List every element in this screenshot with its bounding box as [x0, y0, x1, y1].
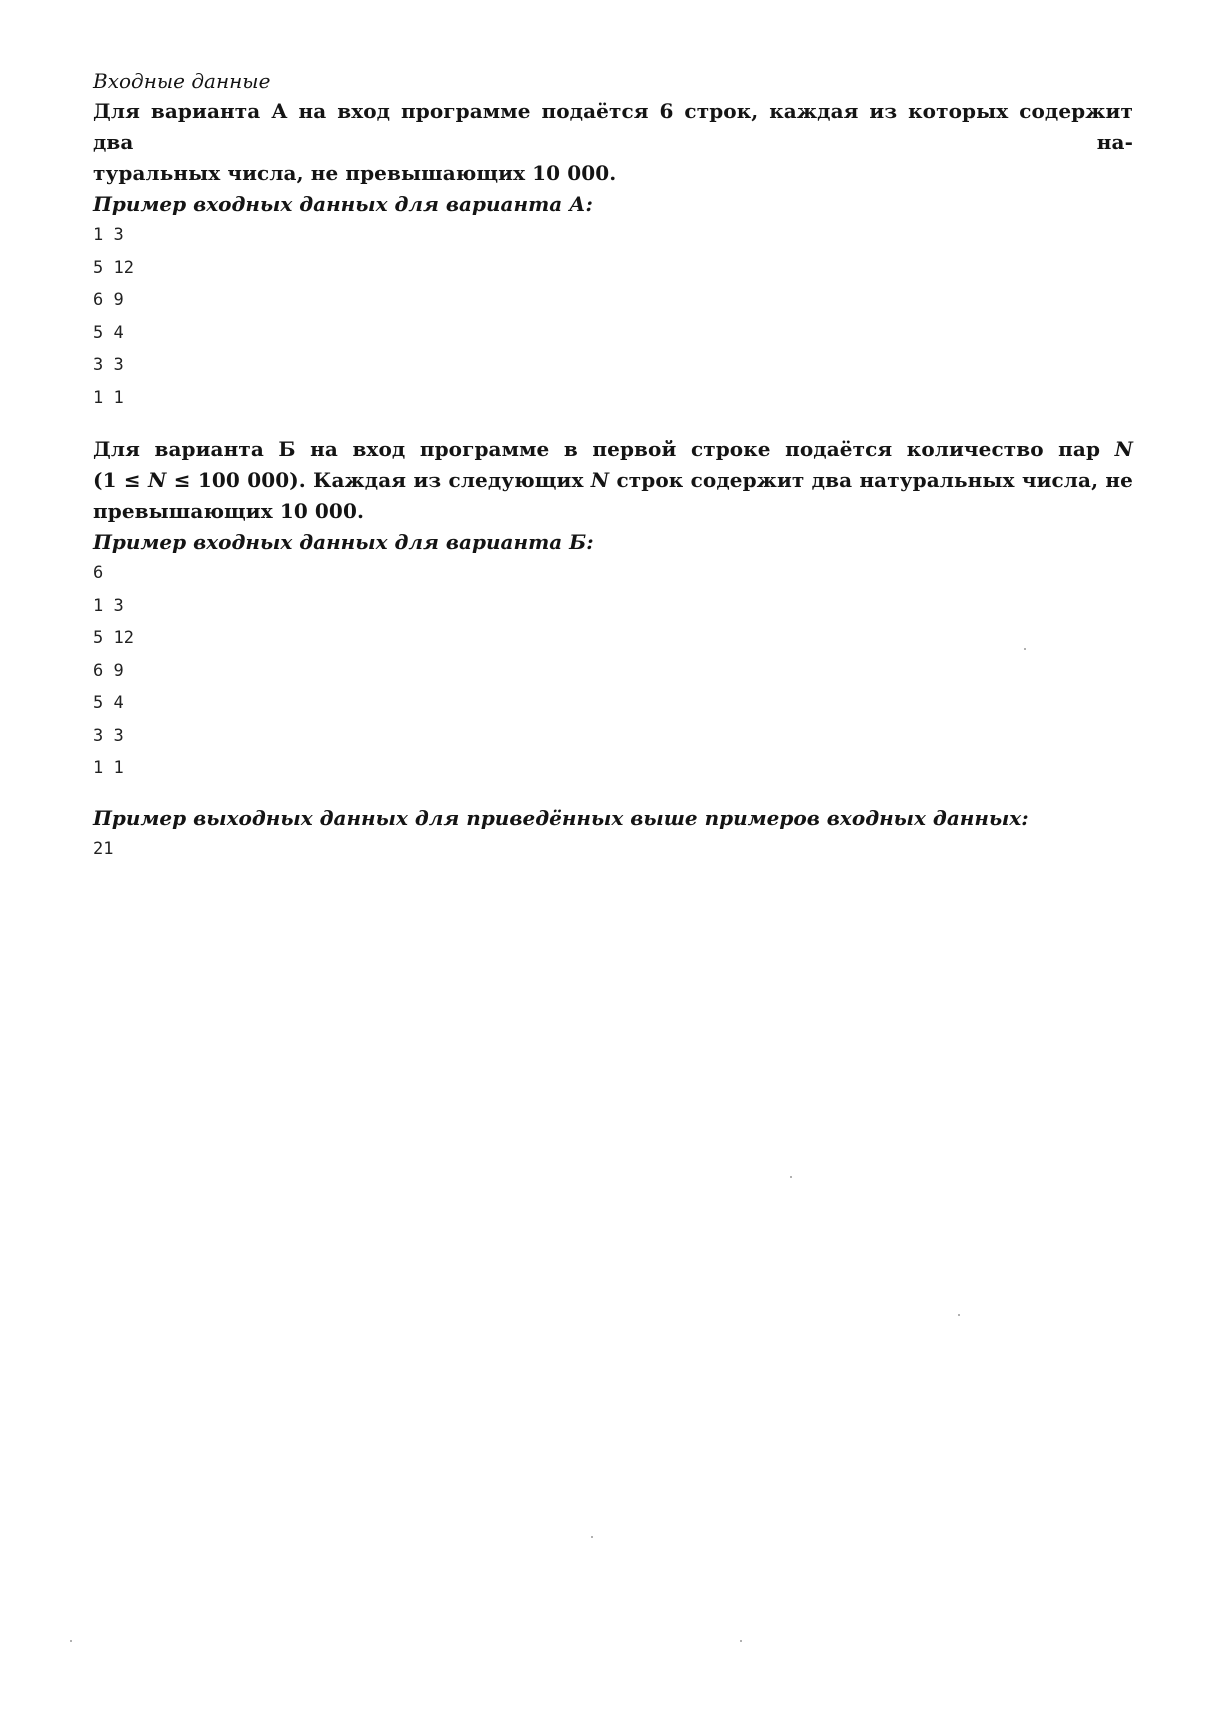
variable-n: N: [590, 468, 610, 492]
variant-a-description: [93, 96, 1133, 189]
variant-b-text-line1: [93, 434, 1133, 465]
variant-b-description: [93, 434, 1133, 527]
code-line: 6: [93, 563, 104, 583]
variant-b-line1-text: Для варианта Б на вход программе в первой строке подаётся количество пар: [93, 437, 1101, 461]
scan-speck: [70, 1640, 72, 1642]
output-example: [93, 833, 1133, 866]
scan-speck: [740, 1640, 742, 1642]
code-line: 5 4: [93, 322, 124, 343]
variant-b-text-line3: превышающих 10 000.: [93, 499, 365, 523]
code-line: 6 9: [93, 660, 124, 681]
variable-n: N: [148, 468, 167, 492]
variant-b-line2-part2: ≤ 100 000). Каждая из следующих: [173, 468, 584, 492]
code-line: 3 3: [93, 355, 124, 375]
variant-b-line2-part3: строк содержит два натуральных числа, не: [616, 468, 1133, 492]
code-line: 1 3: [93, 225, 124, 245]
variant-b-example-input: [93, 557, 1133, 785]
section-title: Входные данные: [93, 69, 271, 93]
code-line: 1 3: [93, 595, 124, 616]
output-example-heading: Пример выходных данных для приведённых выше примеров входных данных:: [93, 805, 1029, 830]
document-page: [93, 66, 1133, 865]
code-line: 6 9: [93, 290, 124, 310]
scan-speck: [1024, 648, 1026, 650]
variant-a-text-line1: Для варианта А на вход программе подаётся 6 строк, каждая из которых содержит два на-: [93, 99, 1133, 154]
code-line: 1 1: [93, 387, 124, 408]
variable-n: N: [1114, 437, 1133, 461]
scan-speck: [958, 1314, 960, 1316]
variant-b-example-heading: Пример входных данных для варианта Б:: [93, 530, 594, 554]
code-line: 5 12: [93, 628, 134, 648]
variant-b-line2-part1: (1 ≤: [93, 468, 141, 492]
code-line: 5 12: [93, 257, 134, 278]
scan-speck: [790, 1176, 792, 1178]
code-line: 21: [93, 838, 114, 859]
variant-a-text-line2: туральных числа, не превышающих 10 000.: [93, 161, 617, 185]
code-line: 5 4: [93, 693, 124, 713]
variant-a-example-input: [93, 219, 1133, 414]
scan-speck: [591, 1536, 593, 1538]
variant-b-text-line2: [93, 465, 1133, 496]
code-line: 1 1: [93, 758, 124, 778]
variant-a-example-heading: Пример входных данных для варианта А:: [93, 192, 593, 216]
code-line: 3 3: [93, 725, 124, 746]
